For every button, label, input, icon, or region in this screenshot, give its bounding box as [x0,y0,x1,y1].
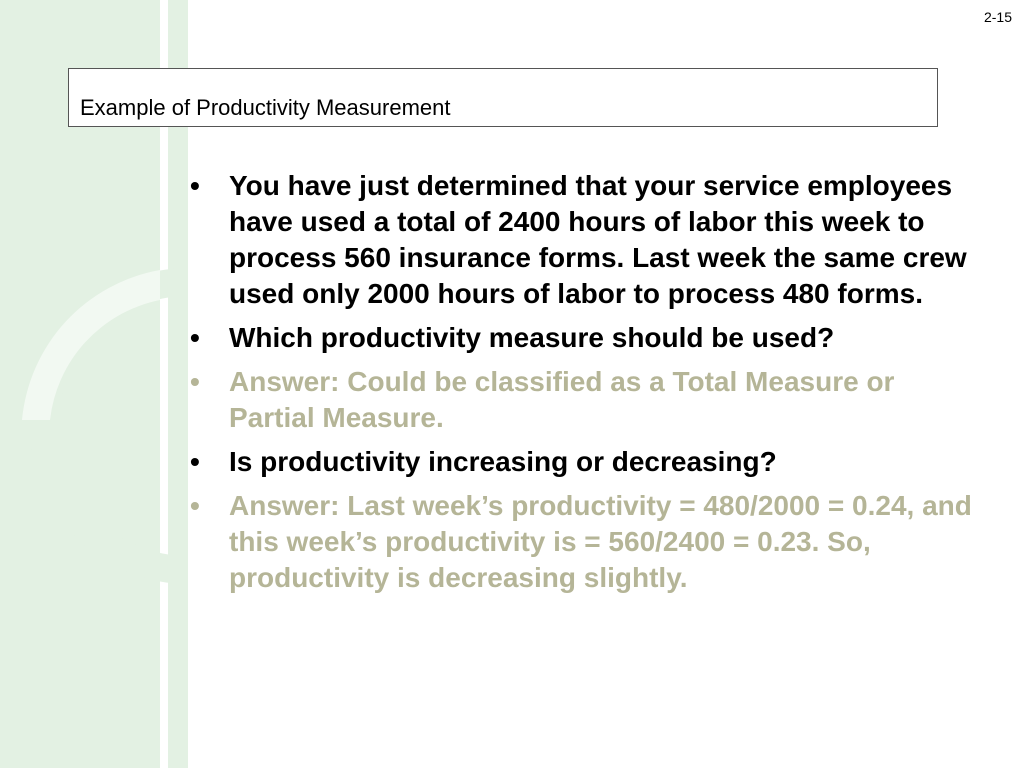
bullet-item [186,488,986,596]
bullet-text: Which productivity measure should be used? [229,322,835,353]
bullet-item [186,444,986,480]
bullet-item [186,320,986,356]
bullet-dot-icon: • [190,490,200,521]
title-box [68,68,938,127]
bullet-text: You have just determined that your service employees have used a total of 2400 hours of labor this week to process 560 insurance forms. Last week the same crew used only 2000 hours of labor to process 480 forms. [229,170,967,309]
bullet-text: Answer: Could be classified as a Total Measure or Partial Measure. [229,366,895,433]
bullet-dot-icon: • [190,446,200,477]
bullet-dot-icon: • [190,366,200,397]
bullet-item [186,364,986,436]
bullet-list [186,168,986,604]
bullet-dot-icon: • [190,170,200,201]
slide-number: 2-15 [983,9,1012,25]
left-green-band [0,0,22,768]
bullet-text: Answer: Last week’s productivity = 480/2000 = 0.24, and this week’s productivity is = 560/2400 = 0.23. So, productivity is decreasing slightly. [229,490,972,593]
bullet-item [186,168,986,312]
slide-title: Example of Productivity Measurement [80,95,451,120]
bullet-dot-icon: • [190,322,200,353]
bullet-text: Is productivity increasing or decreasing? [229,446,777,477]
